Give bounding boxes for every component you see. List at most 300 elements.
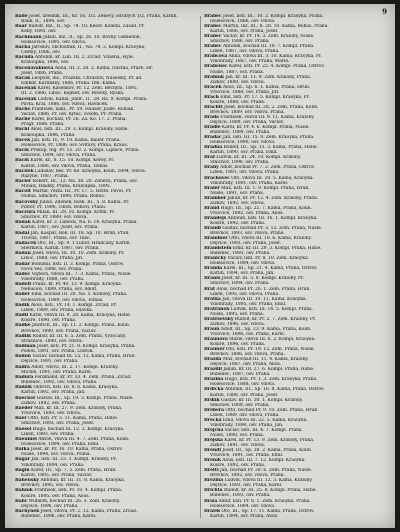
entry-text: Bubeneč, 1896, osv. Praha, Karel. bbox=[21, 514, 97, 520]
entry-text: Košíře, 1888, osv. Praha. bbox=[210, 99, 266, 105]
directory-page bbox=[5, 4, 395, 528]
entry-text: Vinohrady, 1894, osv. Praha. bbox=[21, 462, 85, 468]
entry-text: Ludvík, Kanal, Jindř., II., 28. Ra. 9. Kompl. Praha. bbox=[37, 96, 148, 102]
entry-text: Alois, III., Sp. 6. 1. Kama, Praha, Hrub. bbox=[222, 84, 311, 90]
entry-text: Holešovice, 1895, osv. vdova. bbox=[21, 39, 87, 45]
left-column bbox=[15, 14, 198, 520]
entry-surname: Bachs bbox=[15, 106, 31, 112]
entry-surname: Bratka bbox=[204, 296, 221, 302]
entry-text: Vojtěch, vdova III., 7. 3. Kama, Praha, Nusle. bbox=[31, 271, 132, 277]
entry-text: Nebušice, 1889, Praha, osv. Adolf. bbox=[21, 287, 98, 293]
entry-text: Jaroslav, obchodník, II., Na. 79. 2. Kompl. Kraoyka, bbox=[31, 44, 146, 50]
entry-text: Josef, kr. Pr. 16. 10. Kama, Praha, Ostrov. bbox=[30, 447, 123, 453]
entry-text: Michle, 1891, osv. Praha, Karel. bbox=[21, 369, 93, 375]
entry-text: Karlín, 1887, osv. Josef, osv. Prahá. bbox=[21, 225, 99, 231]
entry-surname: Bade bbox=[15, 14, 28, 19]
page-number: 9 bbox=[382, 7, 387, 16]
entry-text: Břevnov, 1893, osv. vdova, Praha. bbox=[210, 231, 285, 237]
entry-surname: Braniš bbox=[204, 276, 221, 282]
entry-surname: Brichta bbox=[204, 488, 223, 494]
entry-surname: Bracek bbox=[204, 84, 222, 90]
entry-text: Adolf, bochad Pr. 7. 2. Zem. Praha, Ostrov. bbox=[220, 165, 315, 171]
entry-text: Robert, III., 12. Na. 38. 20. Ženeva, Praha, osv. bbox=[32, 179, 138, 184]
entry-text: Břevnov, 1892, osv. vdova, Praha. bbox=[210, 473, 285, 479]
entry-surname: Bratršovský bbox=[204, 316, 234, 322]
entry-surname: Baczura bbox=[15, 209, 36, 215]
entry-surname: Badar bbox=[15, 261, 30, 267]
entry-text: Emil, listi. Pr. 17. 5. Kompl. Kraoyka, Pr. bbox=[220, 94, 310, 100]
entry-text: Ludvík, listi. III. 14. 5. Kompl. Praha. bbox=[230, 306, 314, 312]
entry-text: Košíře, 1896, osv. Praha. bbox=[210, 342, 266, 348]
entry-text: Libeň, 1893, osv. Praha. bbox=[21, 431, 75, 437]
entry-text: Karel, Kašenkov, Pr. 12. Zem. Bechyni, 1895. bbox=[37, 86, 138, 92]
entry-text: Karlín, 1892, osv. Praha, Jan. bbox=[21, 390, 86, 396]
entry-text: Ruzyně, 1887, Praha. bbox=[21, 173, 69, 179]
entry-text: Dejvice, 1893, osv. Praha, Karel. bbox=[210, 483, 283, 489]
entry-text: Nusle, 1890, osv. Praha. bbox=[210, 432, 264, 438]
entry-text: Břevnov, 1889, osv. vdova, Praha. bbox=[210, 109, 285, 115]
entry-surname: Brandl bbox=[204, 225, 221, 231]
entry-surname: Bacenak bbox=[15, 86, 37, 92]
entry-text: Dejvice, 1891, osv. Praha. bbox=[21, 359, 79, 365]
entry-text: Vršovice, 1893, osv. vdova. bbox=[21, 411, 82, 417]
entry-surname: Brettl bbox=[204, 468, 219, 474]
entry-text: Vršovice, 1892, osv. Praha, Alois. bbox=[210, 210, 284, 216]
entry-text: Milan, III. 29. 10. Kompl. Krhm, Pr. bbox=[36, 209, 116, 215]
entry-text: Adolf, listi. Pr. 6. 1. Zem. Kraoyka, Praha. bbox=[218, 498, 311, 504]
entry-text: Václav, bochad III. 15. 12. Kama, Praha, Hrub. bbox=[32, 354, 136, 360]
entry-text: Rudolf, kr. III. 25. 8. Kompl. Praha, Hatie. bbox=[223, 488, 317, 494]
entry-surname: Brada bbox=[204, 114, 219, 120]
entry-surname: Backa bbox=[15, 44, 31, 50]
entry-surname: Brdička bbox=[204, 387, 224, 393]
entry-text: Vinohrady, 1891, osv. Praha, Karel. bbox=[210, 180, 289, 186]
entry-surname: Brejcha bbox=[204, 427, 224, 433]
entry-text: Vinohrady, 1890, osv. Praha, Jan. bbox=[210, 422, 284, 428]
entry-surname: Badan bbox=[15, 251, 31, 257]
entry-text: Cestky, 1886, osv. bbox=[21, 50, 61, 56]
entry-text: Oto, III., Sp. 9. 1 Lubor, Hradčany, Karlín. bbox=[37, 240, 131, 246]
entry-text: Václav, listi. Pr. 8. 10. Zem. Kraoyka. bbox=[227, 256, 309, 262]
entry-text: Wilhelm, bochad III. 26. 3. Zem. Kraloby. bbox=[28, 498, 121, 504]
entry-text: Adolf, III., Sp. 23. 9. Kama, Praha, Kolín. bbox=[220, 326, 312, 332]
entry-text: Bubeneč, 1889, osv. Praha. bbox=[210, 130, 271, 136]
entry-text: Antonín, kr. III. 31. 8. Kama, Kraoyka. bbox=[40, 478, 126, 484]
entry-surname: Bagin bbox=[15, 467, 30, 473]
entry-surname: Bacuda bbox=[15, 55, 34, 61]
entry-text: Nová Ves, 1888, osv. Praha. bbox=[21, 266, 83, 272]
entry-text: Karel, III., Sp. 21. 4. Kama, Praha, Ostrov. bbox=[223, 266, 318, 272]
entry-surname: Badzik bbox=[15, 385, 32, 391]
entry-text: Smíchov, 1894, osv. Praha. bbox=[210, 281, 270, 287]
entry-text: Jan, kr. III. 11. 9. Zem. Kraloby, Praha. bbox=[225, 74, 312, 80]
entry-surname: Badke bbox=[15, 323, 31, 329]
entry-surname: Bacik bbox=[15, 158, 30, 164]
entry-text: Podolí, 1891, osv. Praha, Ludvík. bbox=[21, 349, 94, 355]
entry-text: Bubeneč, 1893, osv. Praha. bbox=[210, 493, 271, 499]
entry-text: Smíchov, 1889, osv. Praha. bbox=[210, 402, 270, 408]
entry-text: Dejvice, 1889, osv. Praha, Václav. bbox=[210, 119, 285, 125]
entry-surname: Bagar bbox=[15, 457, 30, 463]
entry-text: Jakub, kr. III. 27. 6. Kompl. Praha, Hatie. bbox=[223, 367, 315, 373]
entry-text: Josef, 1886, Praha. bbox=[21, 70, 64, 76]
entry-text: Vršovice, 1891, osv. Praha, Emil. bbox=[210, 453, 284, 459]
entry-text: Libeň, 1895, osv. vdova, Praha. bbox=[210, 291, 280, 297]
entry-surname: Brádle bbox=[204, 125, 221, 131]
entry-text: Holešovice, 1888, osv. vdova. bbox=[210, 382, 276, 388]
entry-text: Emil, vdova III. 22. 5. Kama, Kraoyka. bbox=[222, 417, 308, 423]
entry-text: Karel, listi. Pr. 22. 4. Kompl. Praha, Ostrov. bbox=[228, 64, 325, 70]
entry-surname: Badra bbox=[15, 364, 30, 370]
entry-surname: Bradna bbox=[204, 145, 223, 151]
entry-surname: Badik bbox=[15, 302, 30, 308]
entry-surname: Bacovsky bbox=[15, 199, 38, 205]
entry-text: Josef, bochad III. 28. 2. Zem. Praha, Kolín. bbox=[223, 104, 319, 110]
entry-text: Karel, kr. Pr. 13. 9. Zem. Kraloby, Praha. bbox=[224, 437, 315, 443]
entry-text: Žižkov, 1892, osv. vdova. bbox=[210, 200, 265, 206]
entry-surname: Brachovec bbox=[204, 175, 230, 181]
entry-text: Jan, bochad Pr. 20. 6. Zem. Praha, Nusle. bbox=[220, 468, 312, 474]
entry-surname: Brauner bbox=[204, 347, 225, 353]
entry-text: Karlín, 1890, osv. Praha, Emil. bbox=[210, 150, 278, 156]
entry-text: Emil, bochad III. 20. Na. 5. Kraloby, Praha. bbox=[31, 292, 128, 298]
entry-surname: Braun bbox=[204, 326, 220, 332]
entry-text: Holešovice, 1886, osv. vdova. bbox=[210, 19, 276, 25]
entry-text: Emil, kr. III. 29. 3. Kompl. Praha, Hatie. bbox=[232, 246, 322, 252]
entry-surname: Brečka bbox=[204, 417, 222, 423]
entry-surname: Brandejs bbox=[204, 215, 227, 221]
entry-surname: Bříza bbox=[204, 498, 218, 504]
entry-surname: Bacenak bbox=[15, 96, 37, 102]
entry-surname: Baesel bbox=[15, 426, 32, 432]
entry-surname: Baecker bbox=[15, 395, 36, 401]
entry-text: Bubeneč, 1892, osv. vdova, Praha. bbox=[21, 380, 98, 386]
entry-text: Anton, vdova III. 4. 7. Zem. Praha, Kolín. bbox=[38, 436, 130, 442]
entry-surname: Brát bbox=[204, 286, 215, 292]
entry-text: Holešovice, 1894, osv. vdova. bbox=[210, 261, 276, 267]
entry-text: Libeň, 1887, osv. vdova, Praha. bbox=[210, 49, 280, 55]
entry-surname: Bacek bbox=[15, 137, 31, 143]
entry-text: Max, bochad III. 11. 4. Kama, Kraloby. bbox=[222, 357, 309, 363]
entry-text: Libeň, 1891, osv. vdova, Praha. bbox=[210, 170, 280, 176]
entry-surname: Bahenský bbox=[15, 478, 39, 484]
entry-text: Smíchov, 1890, osv. Praha. bbox=[210, 160, 270, 166]
entry-text: František, vdova III. 9. 11. Kama, Kraloby. bbox=[220, 114, 315, 120]
entry-text: Pavla, Král, 1886, osv. vdova, Havlíček. bbox=[21, 101, 109, 107]
entry-text: Bank, II., 1894, osv. bbox=[21, 19, 66, 25]
entry-text: Karel, kr., 8. 15. 10. Kompl. Kerey, Pr. bbox=[30, 158, 115, 164]
entry-surname: Badak bbox=[15, 220, 31, 226]
entry-text: Emhdr, Karlínský, 1886, Praha. Dm. Kama. bbox=[21, 81, 117, 87]
entry-text: Martin, inž. III., 8. 28. 10. Kama, Bohuš, Praha. bbox=[222, 24, 329, 30]
entry-text: Anna, III. 2. 28. 2. Kama, Duštná, Praze, Hr. bbox=[54, 65, 153, 71]
entry-text: Košíře, 1892, osv. Praha. bbox=[210, 463, 266, 469]
entry-text: Alois, listi. III. 7. 12. Kompl. Kraoyka. bbox=[222, 458, 306, 464]
entry-text: Max, listi. III. 1. 9. Kompl. Praha, Hrub. bbox=[221, 185, 310, 191]
entry-text: Otto, vdova III. 18. 6. Kama, Kraloby. bbox=[229, 236, 312, 242]
entry-surname: Badelt bbox=[15, 282, 32, 288]
entry-text: Jan, Kaspar, Bok. III. 18. Sp. 10. Hrub. Prah. bbox=[30, 230, 130, 236]
entry-text: Břevnov, 1895, osv. vdova. bbox=[21, 483, 80, 489]
entry-text: Karel, vdova III. 9. 28. Kama, Kraoyka, Hatie. bbox=[29, 313, 132, 319]
entry-text: Žižkov, 1888, osv. vdova. bbox=[210, 79, 265, 85]
entry-text: Pragr, 1886. Praha. bbox=[21, 122, 65, 128]
entry-surname: Brendl bbox=[204, 448, 221, 454]
right-column bbox=[204, 14, 387, 520]
entry-surname: Bachynek bbox=[15, 509, 40, 514]
entry-surname: Brabec bbox=[204, 14, 222, 19]
entry-text: Žižkov, 1891, osv. vdova. bbox=[210, 442, 265, 448]
entry-surname: Baeder bbox=[15, 405, 33, 411]
entry-surname: Bachmann bbox=[15, 34, 42, 40]
entry-text: Rudolf, kr. Pr. 2. 7. Zem. Kraloby, Pr. bbox=[234, 316, 316, 322]
entry-text: Josef, III., Sp. 28. 2. Kama, Praha, Kolín. bbox=[222, 448, 313, 454]
entry-surname: Bahník bbox=[15, 488, 33, 494]
entry-surname: Badec bbox=[15, 271, 31, 277]
entry-surname: Braunová bbox=[204, 337, 228, 342]
entry-surname: Brach bbox=[204, 94, 219, 100]
entry-text: Alois, listi. III., 29. 3. Kompl. Kraloby, Hatie. bbox=[30, 127, 129, 133]
entry-surname: Brambor bbox=[204, 195, 227, 201]
entry-text: Antonín, III., Sp. 16. 8. Kama, Praha, Ostrov. bbox=[224, 387, 325, 393]
entry-surname: Bacenavaknová bbox=[15, 65, 54, 71]
entry-text: Libeň, 1889, osv. vdova, Praha. bbox=[210, 412, 280, 418]
entry-text: Martin, vězni. III., Pr. 17. 5. Hřšte. Pavel, Pr. bbox=[32, 189, 132, 195]
directory-entry-continuation bbox=[204, 514, 387, 519]
entry-text: Oldřich, listi. III. 8. 6. Kama, Kraoyka. bbox=[33, 385, 119, 391]
entry-text: Smíchov, 1894, osv. vdova, Praha. bbox=[21, 153, 97, 159]
entry-text: Sbernava, Karlin. 1887, osv. Praha. bbox=[21, 246, 100, 252]
entry-surname: Bacik bbox=[15, 148, 30, 154]
entry-text: Hugo, bochad III. 12. 2. Kompl. Kraoyka. bbox=[32, 426, 125, 432]
entry-text: Karlín, 1894, osv. Praha, Jan. bbox=[210, 271, 275, 277]
entry-text: Holešovice, Pr. 1886, osv. Svitavy, Praha, Kraus. bbox=[21, 142, 129, 148]
entry-text: Ferdinand, kr. Pr. 33. 4. Zem. Praha, Zrcad. bbox=[34, 374, 132, 380]
entry-text: Jan, listi. III. 23. 1. Kompl. Kraloby, Pr. bbox=[31, 457, 117, 463]
entry-text: Břevnov, 1886, osv. vdova, Praha. bbox=[210, 352, 285, 358]
entry-surname: Badacek bbox=[15, 240, 37, 246]
entry-surname: Brabec bbox=[204, 44, 222, 50]
entry-text: Libeň, 1889, osv. Praha, Hlávka. bbox=[21, 307, 94, 313]
entry-text: Josef, listi. III., 10. 2. Kompl. Kraoyka, Praha. bbox=[222, 14, 324, 19]
entry-text: Nusle, 1894, osv. vdova, Praha. bbox=[21, 452, 91, 458]
entry-text: Karel, III., Sp. 7. 5. Zem. Praha, Hrub. bbox=[31, 467, 117, 473]
entry-text: Kraloupka, 1886, osv. bbox=[21, 60, 70, 66]
entry-surname: Baer bbox=[15, 416, 27, 422]
entry-text: Max, kr. III. 27. 9. Zem. Kraloby, Praha. bbox=[34, 405, 123, 411]
entry-surname: Badura bbox=[15, 374, 34, 380]
entry-text: Smíchov, Pr. 1889, osv. vdova. bbox=[21, 215, 88, 221]
entry-surname: Bacolt bbox=[15, 189, 31, 195]
entry-text: Franz, kr. Pr. 40. 13. 9. Kompl. Kraoyka. bbox=[32, 282, 123, 288]
entry-text: Josef, vdova, III. 30. 10. Zem. Kraloby, Pr. bbox=[32, 251, 125, 257]
entry-text: Rudolf, kr. III. 6. 5. Zem. Praha, Vysočany. bbox=[32, 333, 127, 339]
entry-surname: Badal bbox=[15, 230, 30, 236]
entry-text: Vinohrady, 1887, osv. Praha, Marie. bbox=[210, 59, 290, 65]
entry-text: Josef, vdova, Pr. 2. 12. Kama, Praha, Zrcad. bbox=[40, 509, 138, 514]
entry-surname: Bafka bbox=[15, 447, 30, 453]
entry-text: Josef, kr. III. 5. 8. Kompl. Kraloby, Pr. bbox=[221, 276, 304, 282]
entry-surname: Břízek bbox=[204, 508, 221, 514]
entry-text: Václav, listi. III. 4. 7. Kompl. Praha. bbox=[224, 427, 303, 433]
entry-text: Václav, 1886, Pr. osv. Kytač, ovšem, Pr. Praha. bbox=[21, 111, 123, 117]
entry-surname: Breník bbox=[204, 458, 221, 464]
entry-text: Nusle, 1887, osv. Praha. bbox=[210, 69, 264, 75]
entry-text: Kraloupka, 1886, Praha. bbox=[21, 132, 76, 138]
entry-text: Dejvice, 1896, osv. Praha. bbox=[21, 503, 79, 509]
entry-text: Holešovice, 1890, osv. vdova. bbox=[210, 140, 276, 146]
entry-text: Oto, listi. Pr. 19. 12. Zem. Praha, Nusle. bbox=[225, 347, 315, 353]
entry-surname: Bachl bbox=[15, 127, 30, 133]
entry-text: Rudolf, Inž., II., Sp. 79. 10. Kessv. Koleda, Zásad. Pr. bbox=[28, 24, 145, 30]
entry-surname: Brandner bbox=[204, 236, 228, 242]
entry-surname: Brdlík bbox=[204, 397, 220, 403]
entry-text: Marie, vdova III. 6. 2. Kompl. Kraoyka. bbox=[229, 337, 316, 342]
entry-surname: Bacak bbox=[15, 75, 31, 81]
entry-text: Liboc, 1888, osv. Praha, Jiří. bbox=[21, 256, 84, 262]
entry-text: Julius, Zdeněk, bosk. III., 5. 8. Kama. Pr. bbox=[39, 199, 130, 205]
entry-surname: Bache bbox=[15, 117, 31, 123]
entry-surname: Brezina bbox=[204, 478, 224, 484]
entry-text: III. 2. 1886, Liboc. Kejmer, osv. Bosvky, Ryška. bbox=[21, 91, 125, 97]
entry-text: Alois, listi., Pr. 14. 1. Kompl. Zrcad. Pr. bbox=[30, 302, 118, 308]
entry-text: Antonín, listi. III. 16. 1. Kompl. Kraoyka. bbox=[227, 215, 318, 221]
entry-text: Prokop, Ing. Pr. 15. 20. 2. Kompl. Lipnice, Praha. bbox=[30, 148, 140, 154]
entry-text: Jakub, kr. Pr. 12. 4. Zem. Kraloby, Praha. bbox=[227, 195, 319, 201]
entry-text: Vinohrady, 1888, osv. Prahá. bbox=[21, 276, 85, 282]
entry-text: Gustav, bochad Pr. 3. 12. Zem. Praha, Nusle. bbox=[222, 225, 323, 231]
entry-surname: Bacilek bbox=[15, 168, 34, 174]
entry-surname: Brabenec bbox=[204, 64, 228, 70]
entry-text: Oto, III., Sp. 17. 11. Kama, Praha, Ostrov. bbox=[221, 508, 315, 514]
entry-surname: Brabec bbox=[204, 34, 222, 40]
entry-surname: Branický bbox=[204, 256, 227, 262]
entry-text: Antonín, kr. Lub. III. 2. Zrcad. Vnzena, Hyle. bbox=[34, 55, 134, 61]
entry-text: Žižkov, 1892, osv. Praha. bbox=[21, 400, 77, 406]
entry-text: Rudolf, III., Sp. 13. 3. Kama, Praha, Hatie. bbox=[223, 145, 318, 151]
entry-text: Karlín, 1895, osv. Praha, Václav. bbox=[21, 472, 93, 478]
entry-text: Karel, kr. 3. Lubeck, Na. 6. 14. Kraoyka, Praha. bbox=[32, 220, 138, 226]
entry-text: Josef, úředník, III., Kr. 16. 1/2. Ženevy, Hrubých 1/2, Praha, Karlín. bbox=[28, 14, 178, 19]
entry-surname: Badil bbox=[15, 313, 29, 319]
entry-text: Bubeneč, 1887, osv. Praha. bbox=[210, 372, 271, 378]
entry-text: Ladislav, bez. Pr. 68. Kraoyka, Kolín, 1894, vdova. bbox=[34, 168, 146, 174]
entry-text: Kelly, 1895, osv. bbox=[21, 29, 57, 35]
entry-text: Nusle, 1895, osv. Praha. bbox=[210, 311, 264, 317]
entry-text: Nusle, 1891, osv. Praha. bbox=[210, 190, 264, 196]
entry-text: Jan, vdova III. 10. 11. Kama, Kraoyka. bbox=[222, 296, 307, 302]
entry-text: Nomia. Smíchov, 1890, Praha. Bohuš. bbox=[21, 194, 106, 200]
entry-text: Ludvík, kr. III. 24. 10. Kompl. Kraloby. bbox=[216, 155, 302, 161]
entry-surname: Brebera bbox=[204, 407, 224, 413]
entry-surname: Badoň bbox=[15, 354, 31, 360]
entry-surname: Brand bbox=[204, 205, 220, 211]
entry-text: Dejvice, 1887, osv. Praha, Alois. bbox=[210, 362, 282, 368]
entry-text: Vršovice, 1888, osv. Praha, Jiří. bbox=[210, 89, 280, 95]
entry-text: Anna, vdova III. 3. 10. Kama, Kraoyka, Pr. bbox=[228, 54, 322, 60]
entry-text: Adolf, vdova, III. 2. 17. Kompl. Kraloby. bbox=[31, 364, 119, 370]
entry-surname: Brandstein bbox=[204, 246, 232, 252]
entry-surname: Brázdil bbox=[204, 367, 222, 373]
entry-text: Košíře, 1895, osv. Praha, Alois. bbox=[21, 493, 90, 499]
entry-text: Ludvík, vdova III. 12. 3. Kama, Kraloby. bbox=[224, 478, 313, 484]
entry-surname: Bratránek bbox=[204, 306, 230, 312]
entry-surname: Badman bbox=[15, 344, 36, 349]
entry-text: Žižkov, 1896, osv. vdova. bbox=[210, 321, 265, 327]
entry-surname: Braier bbox=[204, 185, 220, 191]
entry-text: Vinohrady, 1895, osv. Praha, Emil. bbox=[210, 301, 287, 307]
entry-surname: Brázda bbox=[204, 357, 222, 363]
entry-text: Smíchov, 1893, osv. Praha, Josef. bbox=[21, 421, 95, 427]
entry-surname: Bahr bbox=[15, 498, 28, 504]
entry-text: Václav, kr. Pr. 14. 3. Zem. Kraloby, Nusle. bbox=[222, 34, 315, 40]
entry-text: Jindřich, III., Sp. 11. 2. Kompl. Praha, Kolin. bbox=[32, 323, 131, 329]
entry-text: Karel, bochad, Pr. 26. Za. Ko. 17. 2. Praha. bbox=[31, 117, 127, 123]
entry-text: Trovna, 1887, Praha, osv. Tkáč. bbox=[21, 235, 92, 241]
entry-text: Karlín, 1888, osv. Praha, Josef. bbox=[210, 392, 279, 398]
entry-text: František, listi. Pr. 10. 4. Kompl. Praha. bbox=[34, 488, 123, 494]
entry-text: Josef, listi. Pr. 21. 8. Kompl. Kraoyka, Praha. bbox=[36, 344, 136, 349]
entry-text: Bubeneč, 1893, osv. Praha. bbox=[210, 251, 271, 257]
entry-surname: Brabec bbox=[204, 24, 222, 30]
entry-text: Bohumil, listi. II. 3. Kompl. Praha, Ostrov. bbox=[31, 261, 125, 267]
entry-text: Dejvice, 1893, osv. Praha, Josef. bbox=[210, 241, 281, 247]
entry-surname: Baeumel bbox=[15, 436, 37, 442]
entry-surname: Brachtl bbox=[204, 104, 223, 110]
entry-surname: Brahy bbox=[204, 165, 219, 171]
entry-text: Holešovice, 1894, osv. Praha, Emil. bbox=[21, 441, 100, 447]
entry-text: Košíře, 1890, osv. Praha. bbox=[21, 318, 77, 324]
entry-text: Alois, bochad Pr. 26. 1. Zem. Praha, Hrub. bbox=[216, 286, 311, 292]
entry-text: Antonín, bochad III. 19. 7. Kompl. Praha. bbox=[222, 44, 315, 50]
entry-text: Vršovice, 1896, osv. Praha, Karel. bbox=[210, 331, 285, 337]
entry-text: Hugo, listi. Pr. 1. 3. Zem. Kraoyka, Praha. bbox=[224, 377, 318, 383]
entry-text: Karlín, 1886, osv. Praha, Josef. bbox=[210, 29, 279, 35]
entry-text: Jan, listi. III. 15. 8. Zem. Kraoyka, Praha. bbox=[222, 135, 315, 141]
entry-text: Leopold, inž., Pražská. Chrastov, Nuselsky, Pr. ad. bbox=[31, 75, 143, 81]
entry-text: Gustav, III., Sp. 19. 3. Kompl. Praha, Nusle. bbox=[36, 395, 134, 401]
entry-surname: Brabcová bbox=[204, 54, 228, 60]
entry-surname: Bráf bbox=[204, 155, 215, 161]
directory-entry-continuation bbox=[15, 514, 198, 519]
entry-text: Gustav, kr. III. 30. 1. Kompl. Kraloby. bbox=[220, 397, 303, 403]
entry-text: Strašnice, 1890, osv. vdova. bbox=[21, 338, 84, 344]
entry-surname: Baar bbox=[15, 24, 27, 30]
entry-text: Otto, bochad Pr. 9. 10. Zem. Praha, Hrub. bbox=[225, 407, 319, 413]
entry-text: Karlín, 1894, osv. Praha, Alois. bbox=[210, 513, 279, 519]
entry-surname: Badlik bbox=[15, 333, 32, 339]
entry-text: Jan, listi. IV., 9. 10. Kama, Bauer, Praha. bbox=[31, 137, 121, 143]
entry-surname: Bražina bbox=[204, 377, 224, 383]
entry-text: Karel, kr. Pr. 4. 6. Kompl. Praha, Nusle. bbox=[221, 125, 310, 131]
entry-text: Frantisek, nákl., Pr. 59. Hauser, Jodle. Rohlák. bbox=[31, 106, 135, 112]
entry-text: Otto, listi. Pr. 5. 11. Kama, Praha, Hatie. bbox=[28, 416, 119, 422]
entry-surname: Branda bbox=[204, 266, 223, 272]
entry-text: Oto, vdova III. 20. 5. Kama, Kraoyka. bbox=[231, 175, 314, 181]
entry-text: Mihaly, Hladký, Praha, Kraloupka, 1895. bbox=[21, 184, 111, 190]
entry-text: Jakub, inž., II., Sp. 26. 10. Rovny. Gemedon. bbox=[42, 34, 141, 40]
entry-text: Košíře, 1892, osv. Praha. bbox=[210, 220, 266, 226]
entry-text: Karlín, 1886, osv. vdova, Praha, Tomáš. bbox=[21, 163, 109, 169]
entry-text: Holešovice, 1894, osv. vdova. bbox=[210, 503, 276, 509]
entry-columns bbox=[15, 14, 387, 520]
entry-text: Holešovice, 1889, osv. vdova, Tomáš. bbox=[21, 297, 104, 303]
entry-surname: Bradáč bbox=[204, 135, 222, 141]
entry-surname: Brábník bbox=[204, 74, 224, 80]
entry-text: Hugo, III., Sp. 25. 7. Kama, Praha, Kolín. bbox=[220, 205, 312, 211]
entry-surname: Brejška bbox=[204, 437, 223, 443]
entry-surname: Bader bbox=[15, 292, 30, 298]
